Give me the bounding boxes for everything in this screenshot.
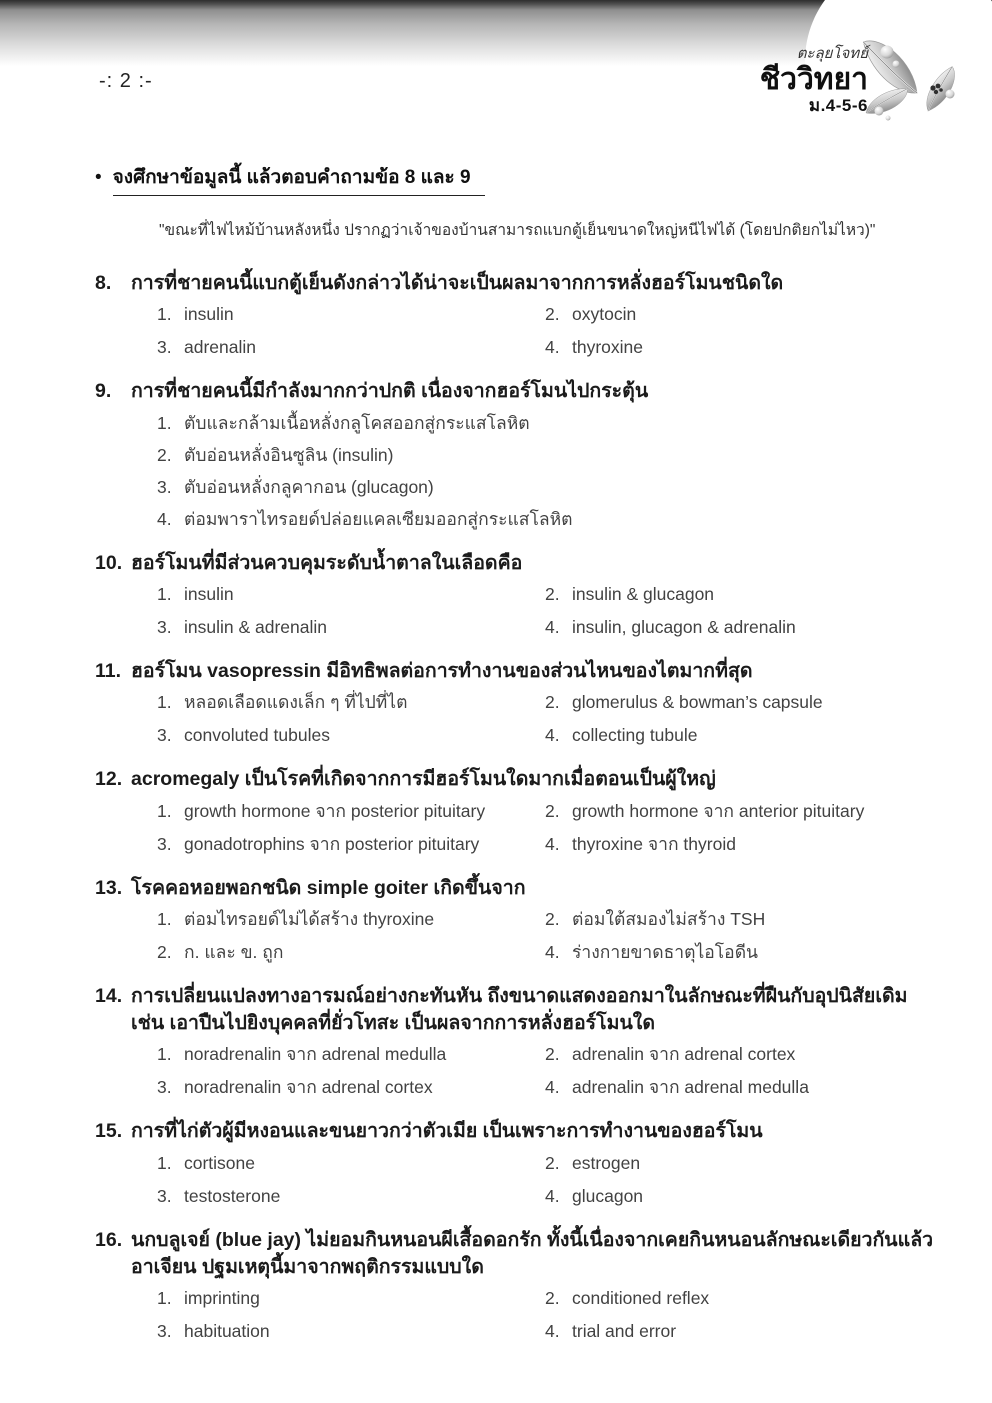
option xyxy=(545,942,957,963)
question-13 xyxy=(95,875,957,963)
option-text: thyroxine จาก thyroid xyxy=(572,833,736,854)
question-text: ฮอร์โมนที่มีส่วนควบคุมระดับน้ำตาลในเลือดคือ xyxy=(131,551,523,574)
question-number: 11. xyxy=(95,659,122,682)
option xyxy=(545,909,957,930)
option xyxy=(157,477,957,498)
water-drop-icon xyxy=(881,46,894,59)
question-text: ฮอร์โมน vasopressin มีอิทธิพลต่อการทำงานของส่วนไหนของไตมากที่สุด xyxy=(131,659,753,682)
option xyxy=(545,725,957,746)
question-number: 15. xyxy=(95,1120,123,1143)
option xyxy=(545,1077,957,1098)
question-text: โรคคอหอยพอกชนิด simple goiter เกิดขึ้นจาก xyxy=(131,876,526,899)
question-12 xyxy=(95,766,957,854)
question-number: 10. xyxy=(95,551,123,574)
option xyxy=(157,304,545,325)
option-label: 1. xyxy=(157,908,172,929)
option-text: habituation xyxy=(184,1321,270,1342)
option xyxy=(545,1044,957,1065)
option xyxy=(545,1321,957,1342)
logo-tagline: ตะลุยโจทย์ xyxy=(796,46,868,62)
option-text: ต่อมใต้สมองไม่สร้าง TSH xyxy=(572,908,766,929)
question-head xyxy=(95,875,957,902)
option xyxy=(157,337,545,358)
brand-logo-text xyxy=(690,46,868,116)
question-text: นกบลูเจย์ (blue jay) ไม่ยอมกินหนอนผีเสื้อดอกรัก ทั้งนี้เนื่องจากเคยกินหนอนลักษณะเดียวกันแล้ว อาเจียน ปฐมเหตุนี้มาจากพฤติกรรมแบบใด xyxy=(131,1228,934,1279)
option-text: growth hormone จาก anterior pituitary xyxy=(572,800,865,821)
option xyxy=(157,1288,545,1309)
option-label: 1. xyxy=(157,800,172,821)
option xyxy=(157,692,545,713)
option-label: 4. xyxy=(545,1321,560,1342)
option xyxy=(545,617,957,638)
question-number: 16. xyxy=(95,1228,123,1251)
option-text: imprinting xyxy=(184,1288,260,1309)
options-group xyxy=(157,801,957,855)
option-text: growth hormone จาก posterior pituitary xyxy=(184,800,486,821)
option xyxy=(545,584,957,605)
option xyxy=(545,834,957,855)
question-number: 9. xyxy=(95,380,112,403)
option xyxy=(545,1288,957,1309)
option-text: collecting tubule xyxy=(572,725,698,746)
option-text: หลอดเลือดแดงเล็ก ๆ ที่ไปที่ไต xyxy=(184,692,408,713)
question-number: 14. xyxy=(95,984,123,1007)
option-label: 3. xyxy=(157,337,172,358)
option-label: 1. xyxy=(157,692,172,713)
option-label: 2. xyxy=(545,908,560,929)
option-text: gonadotrophins จาก posterior pituitary xyxy=(184,833,480,854)
option-text: oxytocin xyxy=(572,304,637,325)
question-8 xyxy=(95,270,957,358)
option xyxy=(157,834,545,855)
option xyxy=(157,617,545,638)
option-label: 1. xyxy=(157,583,172,604)
options-group xyxy=(157,909,957,963)
option-text: ก. และ ข. ถูก xyxy=(184,941,284,962)
option xyxy=(157,1153,545,1174)
option-label: 3. xyxy=(157,476,172,497)
option xyxy=(545,1153,957,1174)
question-head xyxy=(95,766,957,793)
question-head xyxy=(95,270,957,297)
option xyxy=(157,584,545,605)
option-label: 4. xyxy=(545,941,560,962)
logo-grade-level: ม.4-5-6 xyxy=(808,96,868,115)
option-text: ต่อมไทรอยด์ไม่ได้สร้าง thyroxine xyxy=(184,908,435,929)
question-head xyxy=(95,550,957,577)
option-label: 3. xyxy=(157,725,172,746)
option-text: convoluted tubules xyxy=(184,725,330,746)
options-group xyxy=(157,1153,957,1207)
option-label: 2. xyxy=(545,1044,560,1065)
option xyxy=(545,337,957,358)
option-text: glomerulus & bowman’s capsule xyxy=(572,692,823,713)
option-text: ต่อมพาราไทรอยด์ปล่อยแคลเซียมออกสู่กระแสโลหิต xyxy=(184,508,573,529)
instruction-heading: จงศึกษาข้อมูลนี้ แล้วตอบคำถามข้อ 8 และ 9 xyxy=(113,165,485,196)
question-15 xyxy=(95,1118,957,1206)
option-text: conditioned reflex xyxy=(572,1288,710,1309)
option-label: 1. xyxy=(157,1152,172,1173)
option-text: adrenalin จาก adrenal medulla xyxy=(572,1077,809,1098)
options-group xyxy=(157,584,957,638)
option-text: noradrenalin จาก adrenal medulla xyxy=(184,1044,447,1065)
question-head xyxy=(95,658,957,685)
option-text: insulin, glucagon & adrenalin xyxy=(572,616,796,637)
option-text: noradrenalin จาก adrenal cortex xyxy=(184,1077,433,1098)
question-10 xyxy=(95,550,957,638)
question-number: 12. xyxy=(95,768,123,791)
option-label: 2. xyxy=(157,444,172,465)
question-text: acromegaly เป็นโรคที่เกิดจากการมีฮอร์โมนใดมากเมื่อตอนเป็นผู้ใหญ่ xyxy=(131,768,716,791)
question-head xyxy=(95,1227,957,1282)
question-number: 13. xyxy=(95,876,123,899)
question-14 xyxy=(95,983,957,1099)
option xyxy=(545,692,957,713)
option xyxy=(157,909,545,930)
question-head xyxy=(95,983,957,1038)
option-text: ร่างกายขาดธาตุไอโอดีน xyxy=(572,941,759,962)
option-label: 2. xyxy=(545,304,560,325)
option xyxy=(157,801,545,822)
option-label: 2. xyxy=(545,583,560,604)
option-label: 2. xyxy=(545,800,560,821)
logo-title: ชีววิทยา xyxy=(759,62,868,96)
option xyxy=(157,509,957,530)
option-label: 4. xyxy=(545,1077,560,1098)
scenario-quote: "ขณะที่ไฟไหม้บ้านหลังหนึ่ง ปรากฏว่าเจ้าของบ้านสามารถแบกตู้เย็นขนาดใหญ่หนีไฟได้ (โดยปกติยกไม่ไหว)" xyxy=(159,221,876,239)
option xyxy=(157,445,957,466)
option xyxy=(157,1186,545,1207)
options-group xyxy=(157,413,957,530)
option-text: ตับอ่อนหลั่งอินซูลิน (insulin) xyxy=(184,444,394,465)
question-head xyxy=(95,378,957,405)
options-group xyxy=(157,304,957,358)
question-text: การที่ชายคนนี้มีกำลังมากกว่าปกติ เนื่องจากฮอร์โมนไปกระตุ้น xyxy=(131,380,649,403)
bullet-icon: • xyxy=(95,167,102,188)
option-text: adrenalin xyxy=(184,337,256,358)
option-text: cortisone xyxy=(184,1152,256,1173)
option xyxy=(157,942,545,963)
question-9 xyxy=(95,378,957,529)
option-text: ตับอ่อนหลั่งกลูคากอน (glucagon) xyxy=(184,476,434,497)
option-label: 4. xyxy=(545,725,560,746)
option-label: 1. xyxy=(157,304,172,325)
option-text: glucagon xyxy=(572,1185,644,1206)
option-text: testosterone xyxy=(184,1185,281,1206)
option-label: 4. xyxy=(545,833,560,854)
option-text: insulin & glucagon xyxy=(572,583,715,604)
option-text: insulin xyxy=(184,304,234,325)
option-label: 1. xyxy=(157,1288,172,1309)
option xyxy=(157,1044,545,1065)
option-label: 2. xyxy=(157,941,172,962)
option-label: 2. xyxy=(545,1152,560,1173)
option-text: insulin xyxy=(184,583,234,604)
option-label: 4. xyxy=(157,508,172,529)
option-label: 2. xyxy=(545,1288,560,1309)
option-label: 4. xyxy=(545,337,560,358)
options-group xyxy=(157,1044,957,1098)
option xyxy=(157,1321,545,1342)
options-group xyxy=(157,692,957,746)
instruction-line xyxy=(95,165,957,196)
option xyxy=(157,725,545,746)
option-text: adrenalin จาก adrenal cortex xyxy=(572,1044,796,1065)
option-label: 3. xyxy=(157,1321,172,1342)
option-label: 4. xyxy=(545,1185,560,1206)
option-text: thyroxine xyxy=(572,337,644,358)
question-text: การที่ไก่ตัวผู้มีหงอนและขนยาวกว่าตัวเมีย เป็นเพราะการทำงานของฮอร์โมน xyxy=(131,1120,763,1143)
option-label: 1. xyxy=(157,412,172,433)
exam-content xyxy=(95,165,957,1362)
option-text: estrogen xyxy=(572,1152,641,1173)
question-head xyxy=(95,1118,957,1145)
question-16 xyxy=(95,1227,957,1343)
question-text: การที่ชายคนนี้แบกตู้เย็นดังกล่าวได้น่าจะเป็นผลมาจากการหลั่งฮอร์โมนชนิดใด xyxy=(131,272,784,295)
option-text: insulin & adrenalin xyxy=(184,616,328,637)
option xyxy=(157,413,957,434)
option xyxy=(545,801,957,822)
option-label: 3. xyxy=(157,833,172,854)
page-number: -: 2 :- xyxy=(99,70,153,92)
option-label: 1. xyxy=(157,1044,172,1065)
option xyxy=(545,304,957,325)
option xyxy=(157,1077,545,1098)
questions-list xyxy=(95,270,957,1342)
option-label: 3. xyxy=(157,1077,172,1098)
option-label: 2. xyxy=(545,692,560,713)
option-label: 3. xyxy=(157,1185,172,1206)
question-number: 8. xyxy=(95,272,112,295)
option xyxy=(545,1186,957,1207)
option-text: trial and error xyxy=(572,1321,677,1342)
option-label: 3. xyxy=(157,616,172,637)
option-text: ตับและกล้ามเนื้อหลั่งกลูโคสออกสู่กระแสโลหิต xyxy=(184,412,530,433)
options-group xyxy=(157,1288,957,1342)
option-label: 4. xyxy=(545,616,560,637)
question-text: การเปลี่ยนแปลงทางอารมณ์อย่างกะทันหัน ถึงขนาดแสดงออกมาในลักษณะที่ฝืนกับอุปนิสัยเดิม เช่น เอาปืนไปยิงบุคคลที่ยั่วโทสะ เป็นผลจากการหลั่งฮอร์โมนใด xyxy=(131,984,908,1035)
question-11 xyxy=(95,658,957,746)
